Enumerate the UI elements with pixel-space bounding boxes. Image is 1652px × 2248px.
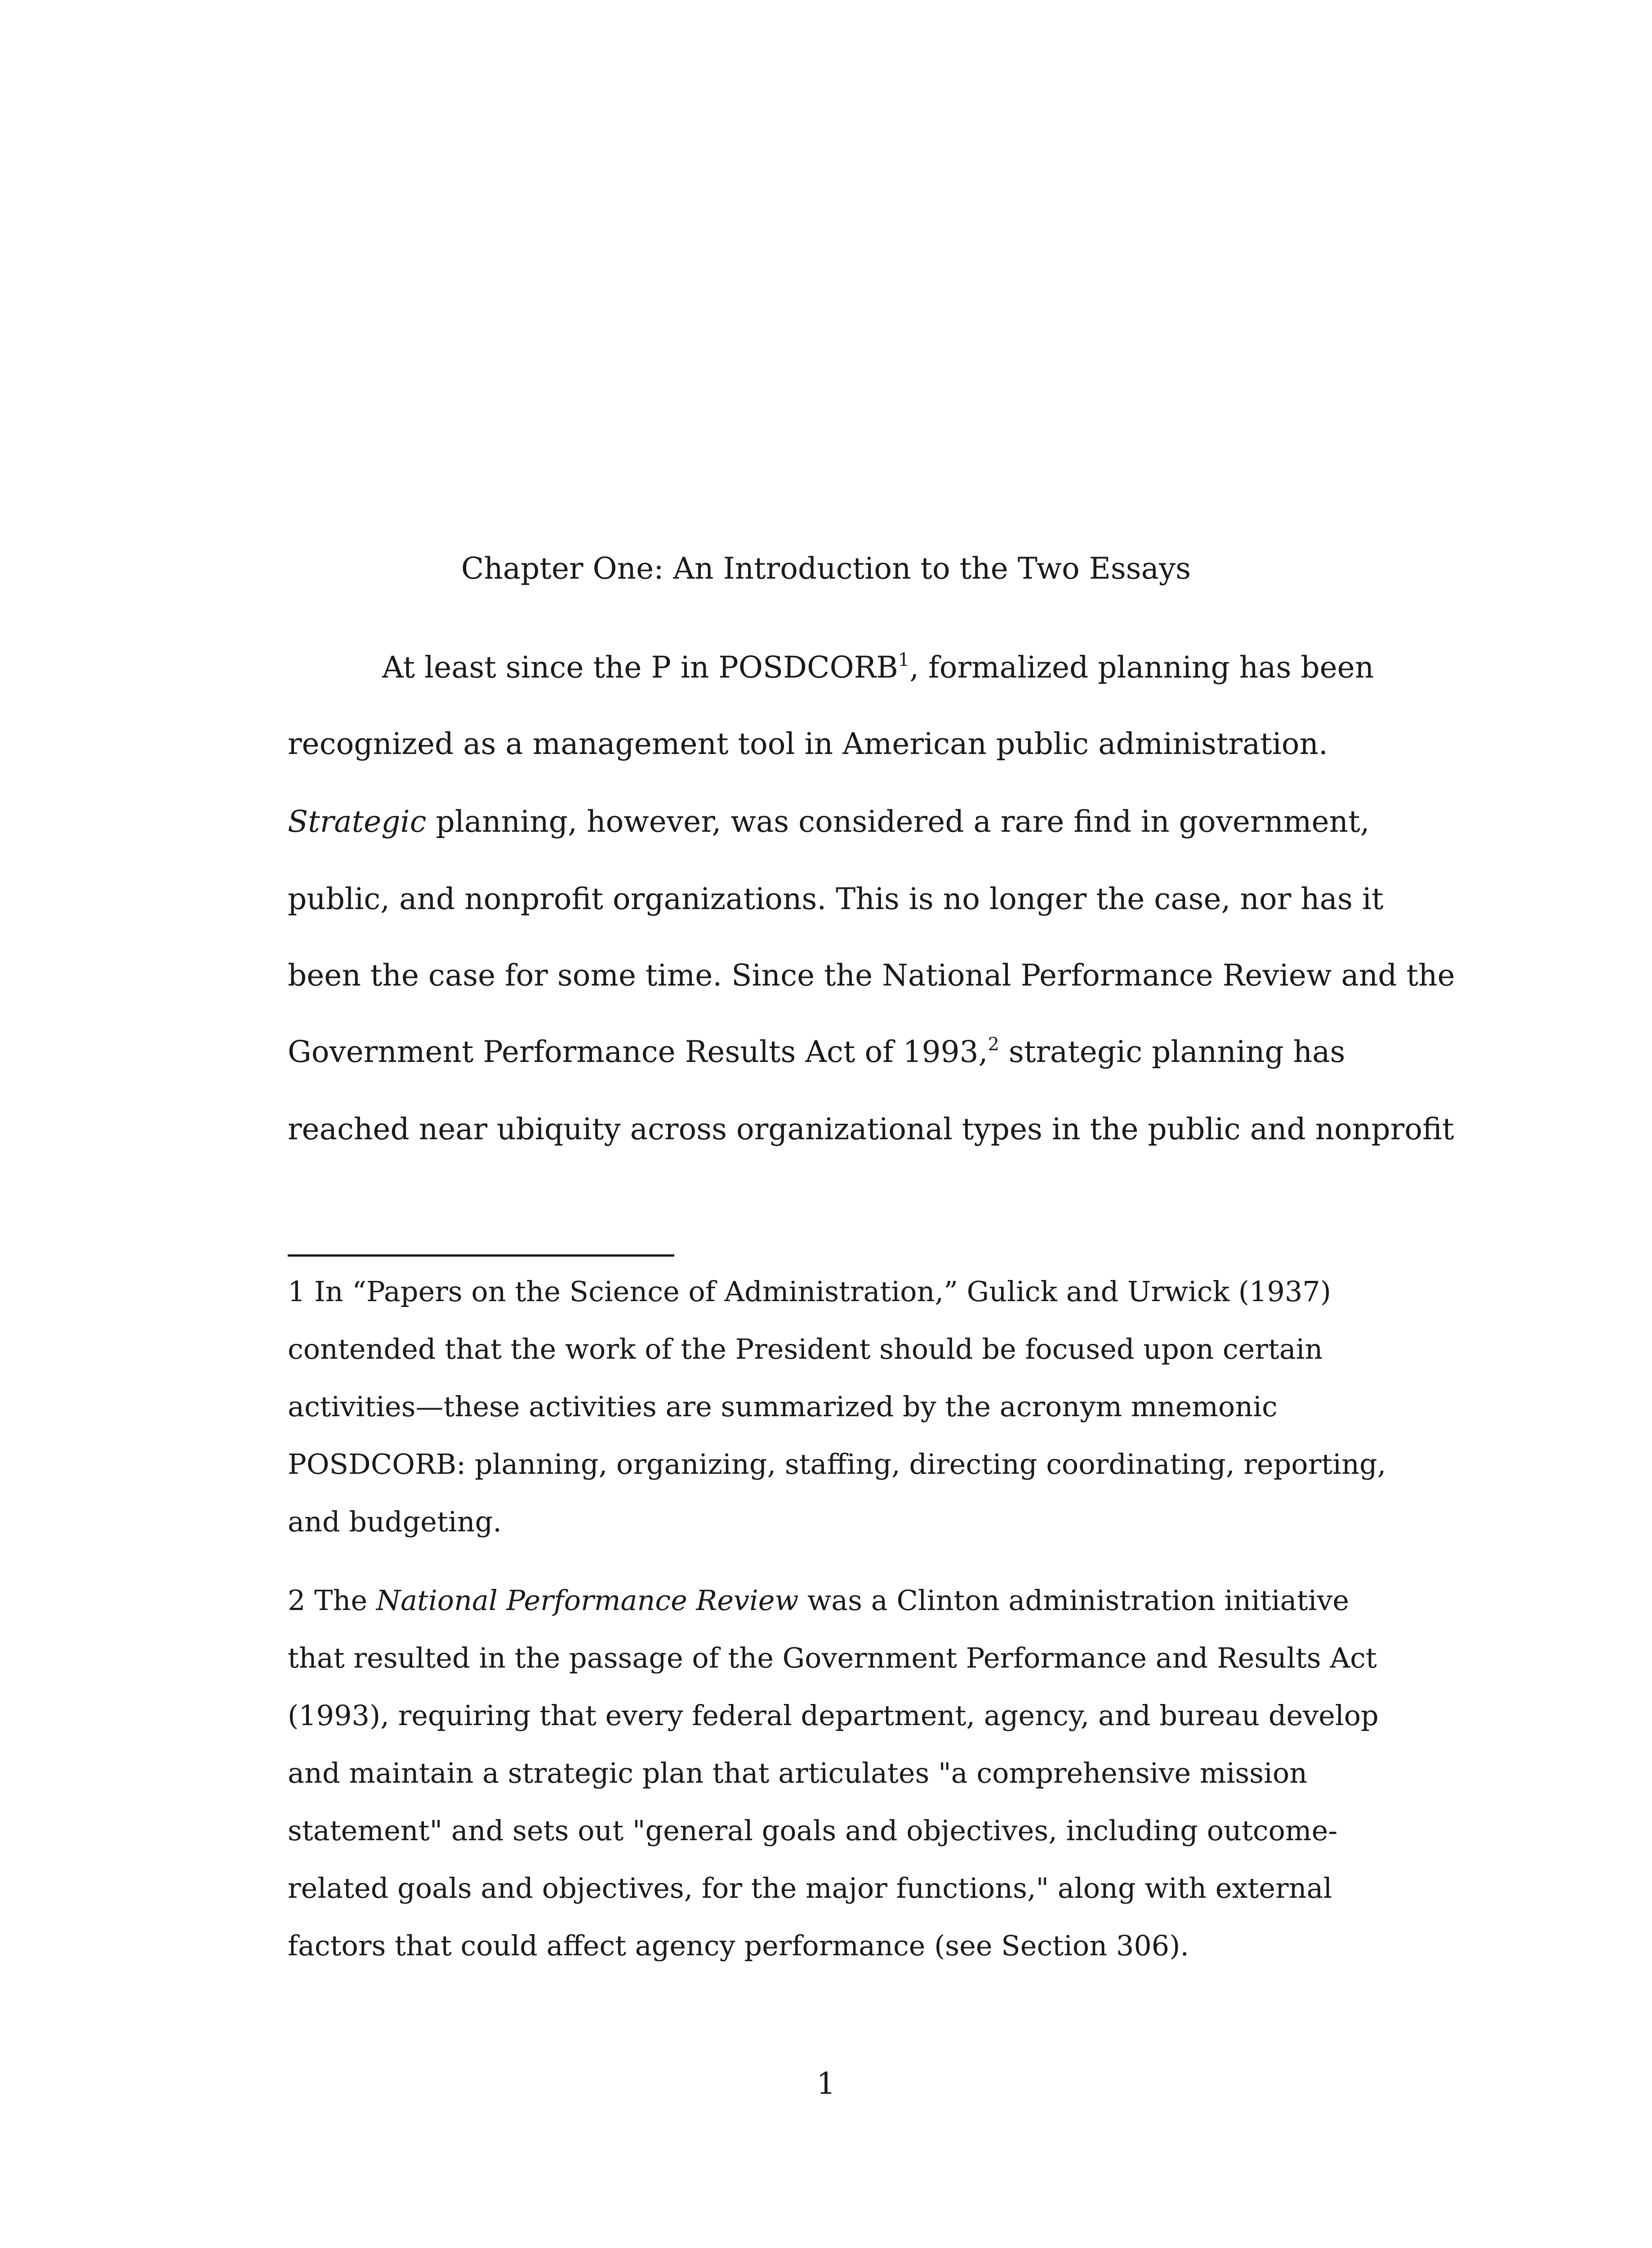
footnote-text: was a Clinton administration initiative: [798, 1584, 1349, 1617]
footnote-reference-1[interactable]: 1: [898, 650, 910, 670]
footnote-2-line: related goals and objectives, for the major functions," along with external: [288, 1872, 1332, 1905]
body-text: Government Performance Results Act of 1993,: [288, 1035, 988, 1069]
body-line: reached near ubiquity across organizational types in the public and nonprofit: [288, 1112, 1454, 1146]
footnote-1-line: 1 In “Papers on the Science of Administration,” Gulick and Urwick (1937): [288, 1275, 1331, 1308]
page-number: 1: [816, 2066, 836, 2101]
emphasis-text: Strategic: [288, 804, 427, 839]
footnote-1-line: contended that the work of the President should be focused upon certain: [288, 1333, 1323, 1365]
emphasis-text: National Performance Review: [376, 1584, 799, 1617]
footnote-text: 2 The: [288, 1584, 376, 1617]
footnote-1-line: and budgeting.: [288, 1505, 502, 1538]
footnote-1-line: activities—these activities are summarized by the acronym mnemonic: [288, 1390, 1278, 1423]
body-line: public, and nonprofit organizations. This is no longer the case, nor has it: [288, 882, 1384, 916]
body-text: planning, however, was considered a rare find in government,: [426, 804, 1370, 839]
footnote-2-line: that resulted in the passage of the Government Performance and Results Act: [288, 1641, 1377, 1674]
footnote-reference-2[interactable]: 2: [988, 1034, 999, 1055]
body-line: [288, 799, 1370, 844]
body-text: At least since the P in POSDCORB: [382, 650, 898, 685]
footnote-2-line: (1993), requiring that every federal department, agency, and bureau develop: [288, 1699, 1379, 1732]
chapter-title: Chapter One: An Introduction to the Two Essays: [461, 551, 1191, 586]
body-line: [382, 645, 1374, 690]
footnote-2-line: [288, 1580, 1349, 1621]
body-text: strategic planning has: [999, 1035, 1345, 1069]
footnote-2-line: and maintain a strategic plan that articulates "a comprehensive mission: [288, 1757, 1308, 1789]
footnote-separator: [288, 1254, 674, 1257]
footnote-2-line: factors that could affect agency performance (see Section 306).: [288, 1929, 1189, 1962]
footnote-2-line: statement" and sets out "general goals and objectives, including outcome-: [288, 1814, 1338, 1847]
body-text: , formalized planning has been: [909, 650, 1374, 685]
body-line: been the case for some time. Since the National Performance Review and the: [288, 958, 1455, 993]
body-line: recognized as a management tool in American public administration.: [288, 727, 1328, 761]
footnote-1-line: POSDCORB: planning, organizing, staffing, directing coordinating, reporting,: [288, 1448, 1386, 1481]
body-line: [288, 1030, 1345, 1075]
